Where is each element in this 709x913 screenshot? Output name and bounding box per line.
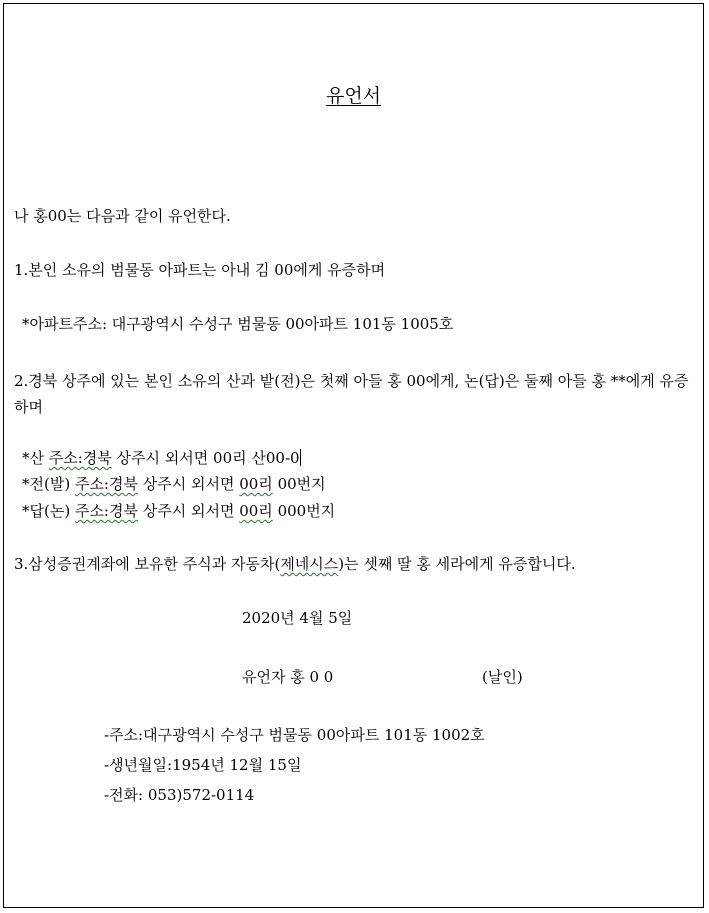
document-title: 유언서 [325, 85, 382, 107]
field-address-rest: 상주시 외서면 [137, 475, 240, 493]
item-3-prefix: 3.삼성증권계좌에 보유한 주식과 자동차( [14, 555, 281, 573]
item-1-address: *아파트주소: 대구광역시 수성구 범물동 00아파트 101동 1005호 [22, 315, 454, 333]
testator-name: 유언자 홍 0 0 [242, 668, 334, 686]
intro-line: 나 홍00는 다음과 같이 유언한다. [14, 207, 231, 225]
item-2-mountain-address [22, 448, 301, 468]
paddy-ri: 00리 [239, 502, 273, 520]
item-3 [14, 554, 576, 574]
mountain-prefix: *산 [22, 449, 49, 467]
testator-address: -주소:대구광역시 수성구 범물동 00아파트 101동 1002호 [104, 726, 485, 744]
paddy-address-label: 주소:경북 [74, 502, 138, 520]
paddy-prefix: *답(논) [22, 502, 75, 520]
field-tail: 00번지 [272, 475, 326, 493]
document-date: 2020년 4월 5일 [242, 609, 353, 627]
item-2-field-address [22, 474, 326, 494]
field-address-label: 주소:경북 [74, 475, 138, 493]
mountain-address-label: 주소:경북 [48, 449, 112, 467]
testator-birthdate: -생년월일:1954년 12월 15일 [104, 756, 302, 774]
item-3-car: 제네시스 [280, 555, 339, 573]
paddy-address-rest: 상주시 외서면 [137, 502, 240, 520]
mountain-address-rest: 상주시 외서면 00리 산00-0 [111, 449, 300, 467]
text-cursor[interactable] [300, 449, 301, 466]
item-1: 1.본인 소유의 범물동 아파트는 아내 김 00에게 유증하며 [14, 261, 386, 279]
seal-placeholder: (날인) [482, 668, 523, 686]
testator-phone: -전화: 053)572-0114 [104, 786, 255, 804]
item-2: 2.경북 상주에 있는 본인 소유의 산과 밭(전)은 첫째 아들 홍 00에게, 논(답)은 둘째 아들 홍 **에게 유증하며 [14, 372, 689, 416]
will-document [3, 3, 704, 908]
item-2-paddy-address [22, 501, 335, 521]
field-ri: 00리 [239, 475, 273, 493]
paddy-tail: 000번지 [272, 502, 336, 520]
field-prefix: *전(발) [22, 475, 75, 493]
item-3-tail: )는 셋째 딸 홍 세라에게 유증합니다. [338, 555, 576, 573]
